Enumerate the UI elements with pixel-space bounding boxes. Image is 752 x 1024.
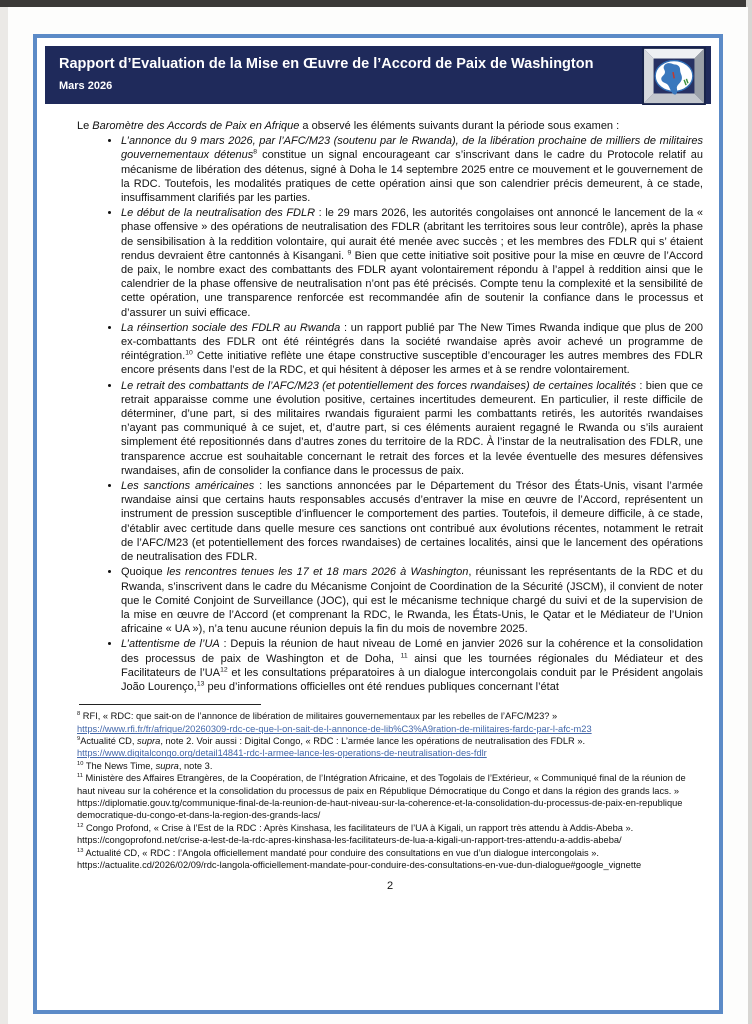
footnote-ref: 10 [185,349,193,357]
text-run: Actualité CD, [80,735,138,746]
footnote-ref: 9 [347,249,352,257]
italic-run: les rencontres tenues les 17 et 18 mars 2026 à Washington [166,566,469,579]
footnote-ref: 13 [77,847,84,854]
page-border-frame [33,34,723,1014]
bullet-neutralisation-fdlr [121,206,703,320]
footnote-ref: 12 [77,822,84,829]
footnote-ref: 10 [77,760,84,767]
text-run: Actualité CD, « RDC : l’Angola officiellement mandaté pour conduire des consultations en vue d’un dialogue intercongolais ». [83,847,600,858]
text-run: : le 29 mars 2026, les autorités congolaises ont annoncé le lancement de la « phase offensive » des opérations de neutralisation des FDLR (abritant les territoires sous leur contrôle), après la phase de sensibilisation à la reddition volontaire, qui aurait été menée avec succès ; et les membres des FDLR qui s’ étaient rendus devraient être cantonnés à Kisangani. [121,207,703,262]
text-run: https://congoprofond.net/crise-a-lest-de-la-rdc-apres-kinshasa-les-facilitateurs-de-lua-a-kigali-un-rapport-tres-attendu-a-addis-abeba/ [77,835,622,846]
footnote-separator [79,704,261,705]
footnote-link[interactable]: https://www.rfi.fr/fr/afrique/20260309-rdc-ce-que-l-on-sait-de-l-annonce-de-lib%C3%A9ration-de-militaires-fardc-par-l-afc-m23 [77,723,592,734]
footnote-ref: 8 [253,148,258,156]
document-page [8,7,748,1024]
italic-run: supra [155,760,179,771]
text-run: : bien que ce retrait apparaisse comme une évolution positive, certaines incertitudes demeurent. En particulier, il reste difficile de déterminer, d’une part, si des militaires rwandais figuraient parmi les combattants retirés, les autorités rwandaises n’ayant pas communiqué à ce sujet, et, d’autre part, si ces éléments auraient regagné le Rwanda ou s’ils auraient simplement été repositionnés dans d’autres zones du territoire de la RDC. À l’instar de la neutralisation des FDLR, une transparence accrue est souhaitable concernant le retrait des forces et la levée éventuelle des mesures défensives rwandaises, afin de consolider la confiance dans le processus de paix. [121,379,703,477]
footnote-13 [77,847,703,872]
text-run: Bien que cette initiative soit positive pour la mise en œuvre de l’Accord de paix, le nombre exact des combattants des FDLR ayant volontairement répondu à l’appel à reddition ainsi que le calendrier de la phase offensive de neutralisation n’ont pas été précisés. Compte tenu la complexité et la sensibilité de cette opération, une transparence renforcée est recommandée afin de soutenir la confiance dans le processus et d’assurer un suivi efficace. [121,249,703,319]
text-run: , note 3. [178,760,213,771]
footnote-link[interactable]: https://www.digitalcongo.org/detail14841-rdc-l-armee-lance-les-operations-de-neutralisation-des-fdlr [77,748,487,759]
text-run: : un rapport publié par The New Times Rwanda indique que plus de 200 ex-combattants des FDLR ont été réintégrés dans la société rwandaise après avoir achevé un programme de réintégration. [121,321,703,363]
text-run: Le [77,120,93,132]
text-run: : Depuis la réunion de haut niveau de Lomé en janvier 2026 sur la cohérence et la consolidation des processus de paix de Washington et de Doha, [121,638,703,665]
findings-list [77,134,703,694]
report-body [37,112,719,892]
footnote-ref: 9 [77,735,81,742]
italic-run: supra [137,735,161,746]
italic-run: Les sanctions américaines [121,480,255,493]
report-title: Rapport d’Evaluation de la Mise en Œuvre de l’Accord de Paix de Washington [59,56,594,72]
footnote-8 [77,710,703,735]
footnote-9 [77,735,703,760]
text-run: : les sanctions annoncées par le Département du Trésor des États-Unis, visant l’armée rwandaise ainsi que certains hauts responsables accusés d’entraver la mise en œuvre de l’Accord, représentent un instrument de pression susceptible d’influencer le comportement des parties. Toutefois, il demeure difficile, à ce stade, d’établir avec certitude dans quelle mesure ces sanctions ont contribué aux évolutions récentes, notamment le retrait de l’AFC/M23 (et potentiellement des forces rwandaises) de certaines localités, ainsi que le lancement des opérations de neutralisation des FDLR. [121,480,703,564]
page-number: 2 [386,880,394,893]
bullet-attentisme-ua [121,637,703,694]
footnote-ref: 11 [77,773,83,780]
text-run: Quoique [121,566,167,579]
bullet-retrait-afc-m23 [121,379,703,478]
bullet-rencontres-washington [121,565,703,636]
africa-barometer-logo [642,47,706,105]
text-run: Cette initiative reflète une étape constructive susceptible d’encourager les autres membres des FDLR encore présents dans l’est de la RDC, et qui hésitent à déposer les armes et à se rendre volontairement. [121,350,703,377]
text-run: constitue un signal encourageant car s’inscrivant dans le cadre du Protocole relatif au mécanisme de libération des détenus, signé à Doha le 14 septembre 2025 entre ce mouvement et le gouvernement de la RDC. Toutefois, les modalités pratiques de cette opération ainsi que son calendrier précis demeurent, à ce stade, insuffisamment clarifiés par les parties. [121,149,703,205]
text-run: https://actualite.cd/2026/02/09/rdc-langola-officiellement-mandate-pour-conduire-des-consultations-en-vue-dun-dialogue#google_vignette [77,860,642,870]
italic-run: L’annonce du 9 mars 2026, par l’AFC/M23 (soutenu par le Rwanda), de la libération prochaine de milliers de militaires gouvernementaux détenus [121,135,703,162]
report-header-banner [45,46,711,104]
footnote-ref: 13 [196,680,205,688]
text-run: RFI, « RDC: que sait-on de l’annonce de libération de militaires gouvernementaux par les rebelles de l’AFC/M23? » [80,711,558,722]
italic-run: L’attentisme de l’UA [121,638,220,651]
bullet-reinsertion-fdlr [121,321,703,378]
footnote-11 [77,772,703,822]
text-run: ainsi que les tournées régionales du Médiateur et des Facilitateurs de l’UA [121,652,703,679]
text-run: Ministère des Affaires Etrangères, de la Coopération, de l’Intégration Africaine, et des Togolais de l’Extérieur, « Communiqué final de la réunion de haut niveau sur la cohérence et la consolidation du processus de paix en République Démocratique du Congo et dans la région des grands lacs. » https://diplomatie.gouv.tg/communique-final-de-la-reunion-de-haut-niveau-sur-la-coherence-et-la-consolidation-du-processus-de-paix-en-republique democratique-du-congo-et-dans-la-region-des-grands-lacs/ [77,773,686,821]
photo-top-edge [0,0,752,7]
footnotes-section [77,710,703,871]
text-run: peu d’informations officielles ont été rendues publiques concernant l’état [204,680,559,693]
footnote-12 [77,822,703,847]
italic-run: Le début de la neutralisation des FDLR [121,207,316,220]
text-run: et les consultations préparatoires à un dialogue intercongolais conduit par le Président angolais João Lourenço, [121,666,703,693]
text-run: Congo Profond, « Crise à l’Est de la RDC : Après Kinshasa, les facilitateurs de l’UA à Kigali, un rapport très attendu à Addis-Abeba ». [83,822,634,833]
italic-run: Le retrait des combattants de l’AFC/M23 (et potentiellement des forces rwandaises) de certaines localités [121,379,637,392]
footnote-ref: 8 [77,711,81,718]
italic-run: La réinsertion sociale des FDLR au Rwanda [121,321,341,334]
intro-paragraph [77,119,703,133]
footnote-10 [77,760,703,772]
bullet-liberation-annonce [121,134,703,205]
text-run: , note 2. Voir aussi : Digital Congo, « RDC : L’armée lance les opérations de neutralisation des FDLR ». [160,735,586,746]
footnote-ref: 12 [220,666,228,674]
italic-run: Baromètre des Accords de Paix en Afrique [92,120,300,132]
text-run: The News Time, [83,760,156,771]
footnote-ref: 11 [400,651,408,659]
text-run: a observé les éléments suivants durant la période sous examen : [299,120,620,132]
africa-map-icon [642,47,706,105]
bullet-sanctions-americaines [121,479,703,564]
text-run: , réunissant les représentants de la RDC et du Rwanda, s’inscrivent dans le cadre du Mécanisme Conjoint de Coordination de la Sécurité (JSCM), il convient de noter que le Comité Conjoint de Surveillance (JOC), qui est le mécanisme technique chargé du suivi et de la supervision de la mise en œuvre de l’Accord (et comprenant la RDC, le Rwanda, les États-Unis, le Qatar et le Médiateur de l’Union africaine « UA »), n’a tenu aucune réunion depuis la fin du mois de novembre 2025. [121,566,704,636]
report-date: Mars 2026 [59,80,113,92]
